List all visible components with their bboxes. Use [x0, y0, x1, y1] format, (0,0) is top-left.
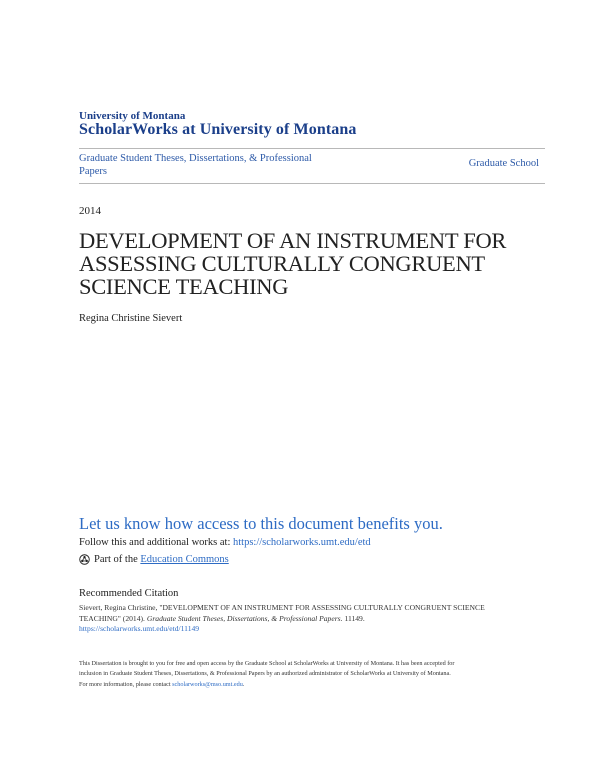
education-commons-link[interactable]: Education Commons	[140, 554, 229, 565]
follow-url-link[interactable]: https://scholarworks.umt.edu/etd	[233, 537, 371, 548]
contact-email-link[interactable]: scholarworks@mso.umt.edu	[172, 680, 243, 688]
notice-line-3-suffix: .	[242, 680, 245, 688]
collection-nav-bar	[79, 148, 545, 184]
citation-url-link[interactable]: https://scholarworks.umt.edu/etd/11149	[79, 624, 200, 633]
notice-line-2: inclusion in Graduate Student Theses, Dissertations, & Professional Papers by an authorized administrator of ScholarWorks at University of Montana.	[79, 670, 451, 678]
follow-label: Follow this and additional works at:	[79, 537, 231, 548]
access-benefits-link[interactable]: Let us know how access to this document benefits you.	[79, 514, 443, 533]
citation-series: Graduate Student Theses, Dissertations, & Professional Papers	[146, 613, 341, 623]
recommended-citation-heading: Recommended Citation	[79, 588, 179, 599]
notice-line-3-prefix: For more information, please contact	[79, 680, 171, 688]
citation-number: . 11149.	[340, 613, 365, 623]
publication-year: 2014	[79, 205, 101, 217]
follow-line	[79, 537, 371, 548]
citation-body: Sievert, Regina Christine, "DEVELOPMENT OF AN INSTRUMENT FOR ASSESSING CULTURALLY CONGRUENT SCIENCE TEACHING" (2014).	[79, 603, 485, 623]
citation-text	[79, 603, 509, 635]
document-title: DEVELOPMENT OF AN INSTRUMENT FOR ASSESSING CULTURALLY CONGRUENT SCIENCE TEACHING	[79, 228, 507, 299]
graduate-school-link[interactable]: Graduate School	[468, 158, 539, 169]
author-name: Regina Christine Sievert	[79, 313, 183, 324]
collection-link[interactable]: Graduate Student Theses, Dissertations, & Professional Papers	[79, 153, 312, 177]
notice-line-1: This Dissertation is brought to you for free and open access by the Graduate School at ScholarWorks at University of Montana. It has been accepted for	[79, 660, 455, 667]
part-of-line	[79, 554, 229, 565]
repository-title[interactable]: ScholarWorks at University of Montana	[79, 121, 357, 138]
network-icon	[79, 554, 90, 565]
university-name: University of Montana	[79, 110, 186, 122]
part-of-label: Part of the	[94, 554, 138, 565]
access-notice	[79, 659, 529, 690]
